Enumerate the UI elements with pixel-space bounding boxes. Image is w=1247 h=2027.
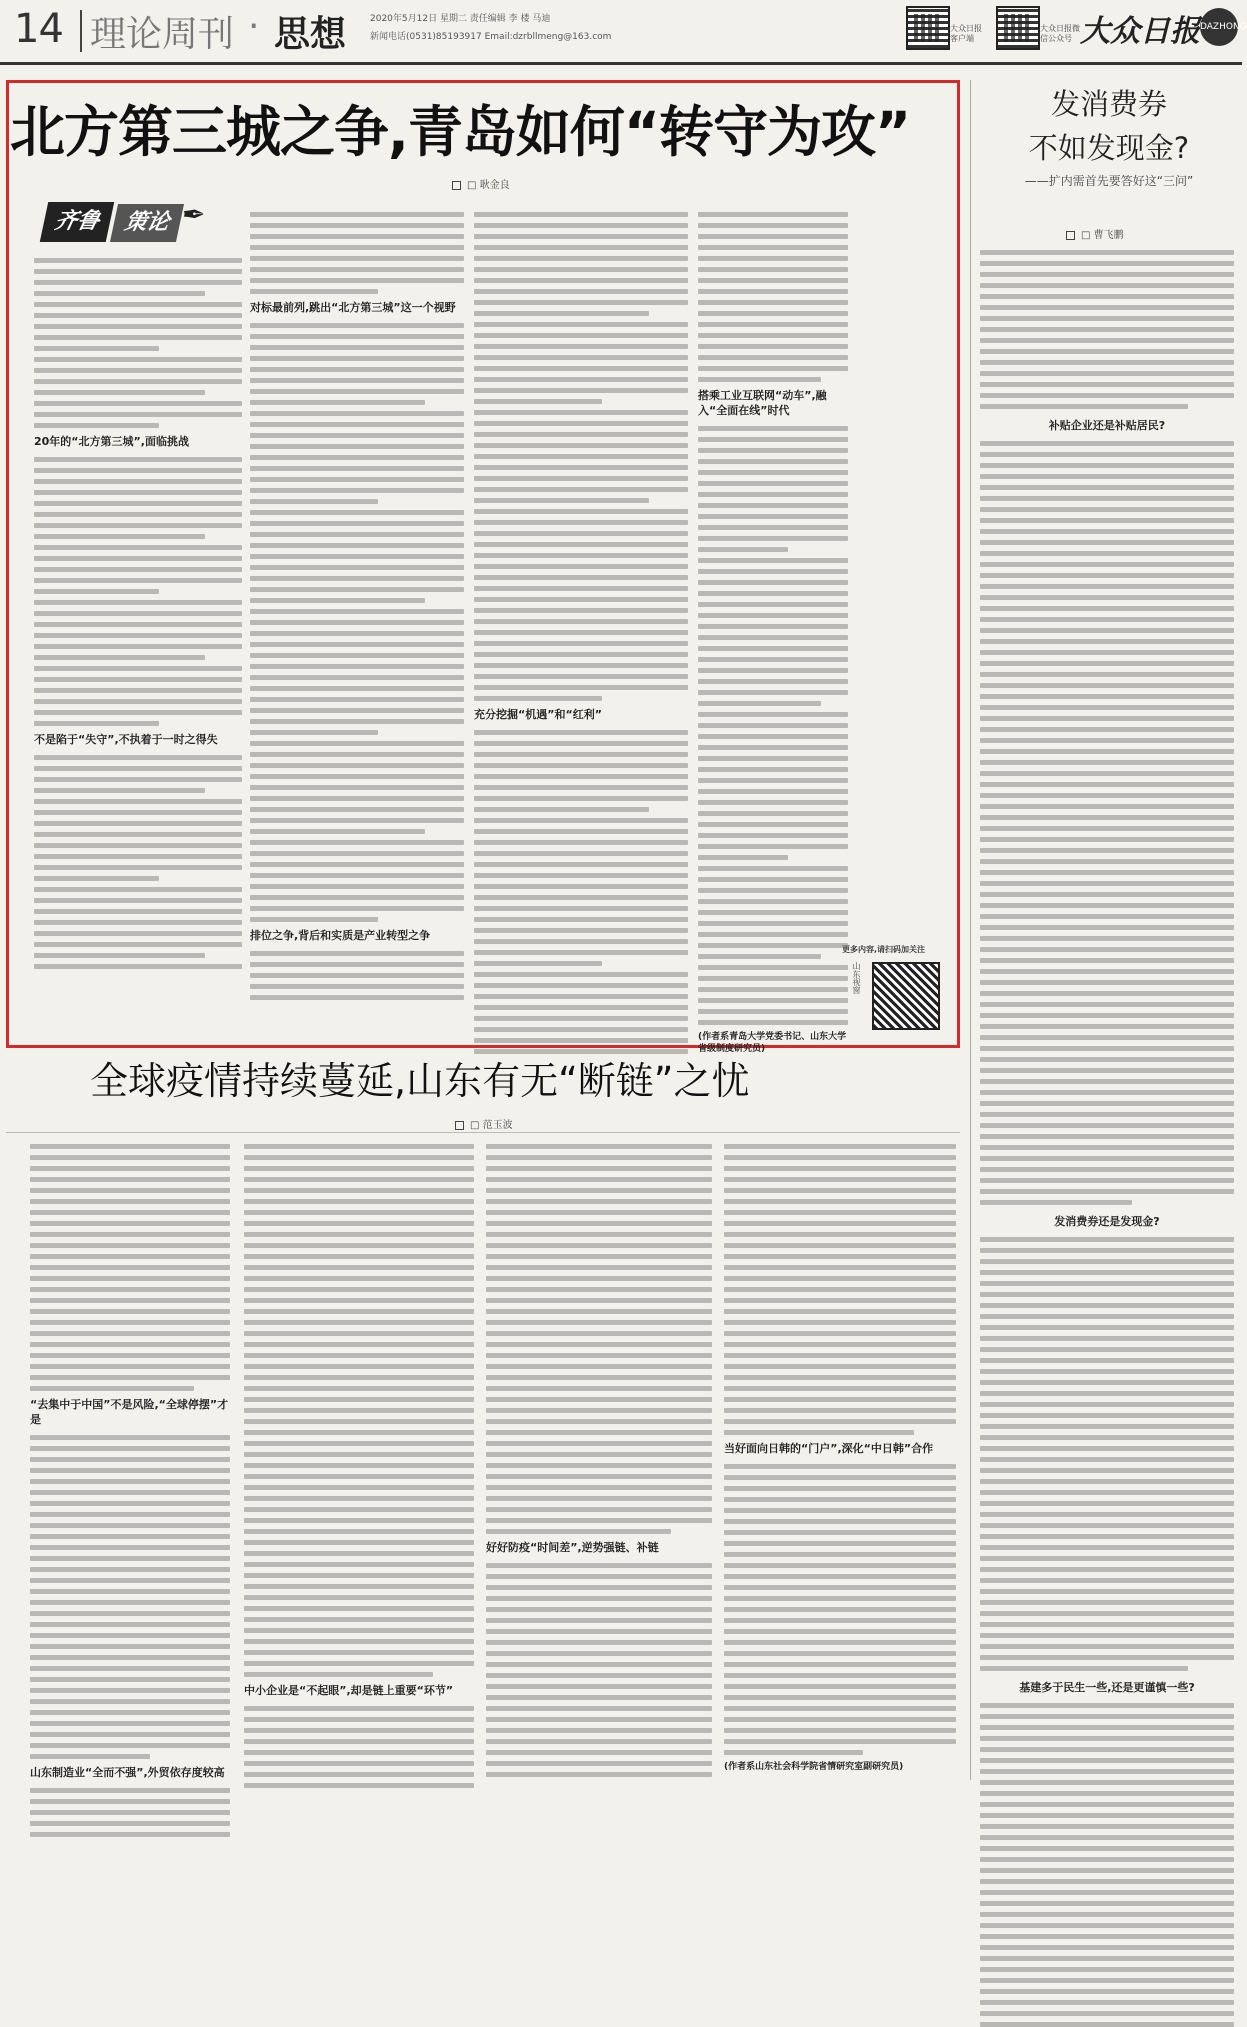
article2-column-3 [486, 1144, 712, 1794]
paper-logo-mark: DAZHONG [1200, 8, 1238, 46]
section-name [90, 6, 234, 57]
feature-more-note: 更多内容,请扫码加关注 [842, 945, 926, 954]
article2-subhead-1: “去集中于中国”不是风险,“全球停摆”才是 [30, 1398, 229, 1426]
feature-subhead-1: 对标最前列,跳出“北方第三城”这一个视野 [250, 301, 456, 314]
feature-qr-side-label: 山东视窗 [852, 962, 861, 994]
feature-column-4 [698, 212, 848, 1054]
subsection-title: 思想 [274, 14, 347, 55]
right-article-subtitle: ——扩内需首先要答好这“三问” [1024, 174, 1194, 188]
masthead-rule [0, 62, 1242, 65]
feature-author-note: (作者系青岛大学党委书记、山东大学省级制度研究员) [698, 1032, 847, 1054]
feature-column-3 [474, 212, 688, 1028]
qr-code-app[interactable] [906, 6, 950, 50]
feature-column-2 [250, 212, 464, 1028]
feature-byline: □ 耿金良 [452, 176, 510, 191]
right-article-byline: □ 曹飞鹏 [1066, 226, 1124, 241]
qr1-caption: 大众日报客户端 [950, 24, 982, 43]
right-article-body [980, 250, 1234, 1795]
article2-subhead-4: 当好面向日韩的“门户”,深化“中日韩”合作 [724, 1442, 934, 1455]
right-column-divider [970, 80, 971, 1780]
paper-logo: 大众日报 [1080, 14, 1200, 49]
article2-headline[interactable]: 全球疫情持续蔓延,山东有无“断链”之忧 [90, 1059, 750, 1103]
issue-line-1: 2020年5月12日 星期二 责任编辑 李 楼 马迪 [370, 14, 551, 24]
feature-column-1 [34, 258, 242, 1028]
qr-code-wechat[interactable] [996, 6, 1040, 50]
article2-column-2 [244, 1144, 474, 1794]
feature-subhead-2: 20年的“北方第三城”,面临挑战 [34, 435, 189, 448]
issue-line-2: 新闻电话(0531)85193917 Email:dzrbllmeng@163.com [370, 32, 612, 42]
feature-qr-code[interactable] [872, 962, 940, 1030]
article2-column-4 [724, 1144, 956, 1794]
page-number: 14 [14, 6, 63, 52]
article2-subhead-2: 中小企业是“不起眼”,却是链上重要“环节” [244, 1684, 454, 1697]
article2-rule [6, 1132, 960, 1133]
feature-headline[interactable]: 北方第三城之争,青岛如何“转守为攻” [10, 100, 911, 164]
feature-subhead-5: 充分挖掘“机遇”和“红利” [474, 708, 602, 721]
article2-column-1 [30, 1144, 230, 1794]
feature-subhead-6: 搭乘工业互联网“动车”,融入“全面在线”时代 [698, 389, 827, 417]
feature-subhead-4: 排位之争,背后和实质是产业转型之争 [250, 929, 431, 942]
column-badge-celun: 策论 [110, 204, 184, 242]
issue-info [370, 10, 890, 46]
right-subhead-3: 基建多于民生一些,还是更谨慎一些? [1019, 1681, 1195, 1694]
article2-subhead-5: 山东制造业“全而不强”,外贸依存度较高 [30, 1766, 225, 1779]
article2-byline: □ 范玉波 [455, 1116, 513, 1131]
article2-author-note: (作者系山东社会科学院省情研究室副研究员) [724, 1762, 904, 1772]
article2-subhead-3: 好好防疫“时间差”,逆势强链、补链 [486, 1541, 659, 1554]
qr2-caption: 大众日报微信公众号 [1040, 24, 1080, 43]
feature-subhead-3: 不是陷于“失守”,不执着于一时之得失 [34, 733, 218, 746]
right-subhead-1: 补贴企业还是补贴居民? [1048, 419, 1166, 432]
section-title: 理论周刊 [90, 14, 235, 55]
right-subhead-2: 发消费券还是发现金? [1054, 1215, 1160, 1228]
right-title-line-2: 不如发现金? [1028, 131, 1190, 165]
masthead-divider [80, 10, 82, 52]
section-separator: · [248, 6, 260, 47]
quill-icon: ✒ [182, 198, 206, 231]
right-title-line-1: 发消费券 [1050, 87, 1167, 121]
right-article-title[interactable] [984, 82, 1234, 170]
column-badge-qilu: 齐鲁 [40, 202, 115, 242]
